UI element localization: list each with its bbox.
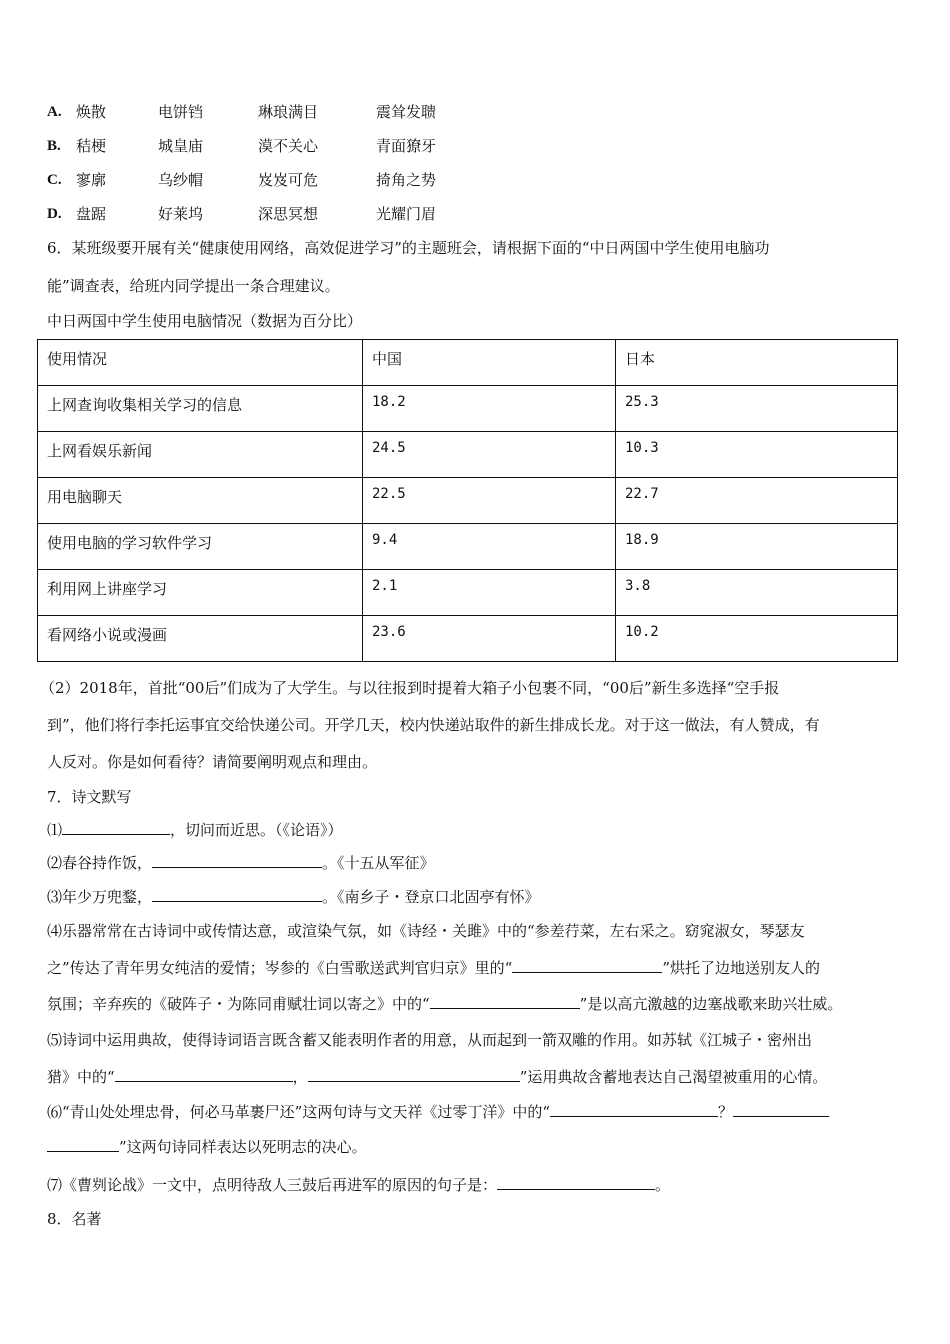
table-cell: 3.8 [616,570,898,616]
item-text: ”是以高亢激越的边塞战歌来助兴壮威。 [579,995,843,1013]
table-cell: 25.3 [616,386,898,432]
option-word: 焕散 [76,103,107,121]
answer-blank[interactable] [47,1137,119,1152]
option-word: 电饼铛 [158,103,204,121]
table-cell: 10.3 [616,432,898,478]
poem-item-5-cont [47,1067,827,1087]
answer-blank[interactable] [733,1102,829,1117]
option-word: 乌纱帽 [158,171,204,189]
answer-blank[interactable] [152,853,322,868]
table-cell: 23.6 [363,616,616,662]
poem-item-4-cont [47,994,842,1014]
item-text: ⑺《曹刿论战》一文中，点明待敌人三鼓后再进军的原因的句子是： [47,1176,498,1194]
table-row [38,524,898,570]
poem-item-5: ⑸诗词中运用典故，使得诗词语言既含蓄又能表明作者的用意，从而起到一箭双雕的作用。如苏轼《江城子・密州出 [47,1031,813,1049]
option-word: 盘踞 [76,205,107,223]
item-text: 猎》中的“ [47,1068,115,1086]
item-text: ⑹“青山处处埋忠骨，何必马革裹尸还”这两句诗与文天祥《过零丁洋》中的“ [47,1103,551,1121]
item-suffix: 。《南乡子・登京口北固亭有怀》 [322,888,540,906]
item-text: ”烘托了边地送别友人的 [662,959,821,977]
item-text: ， [292,1068,308,1086]
question-6-part2: （2）2018年，首批“00后”们成为了大学生。与以往报到时提着大箱子小包裹不同，“00后”新生多选择“空手报 [40,679,780,697]
table-caption: 中日两国中学生使用电脑情况（数据为百分比） [47,312,363,330]
table-cell: 18.2 [363,386,616,432]
table-row [38,570,898,616]
table-cell: 24.5 [363,432,616,478]
poem-item-2 [47,853,435,873]
poem-item-4-cont [47,958,820,978]
question-6-text-cont: 能”调查表，给班内同学提出一条合理建议。 [47,277,340,295]
question-6-text: 6．某班级要开展有关“健康使用网络，高效促进学习”的主题班会，请根据下面的“中日两国中学生使用电脑功 [47,239,770,257]
header-cell: 日本 [616,340,898,386]
option-letter: D. [47,206,62,222]
answer-blank[interactable] [115,1067,293,1082]
poem-item-3 [47,887,540,907]
table-cell: 18.9 [616,524,898,570]
item-text: ”运用典故含蓄地表达自己渴望被重用的心情。 [519,1068,828,1086]
item-suffix: ，切问而近思。（《论语》） [170,821,343,839]
answer-blank[interactable] [550,1102,718,1117]
option-letter: C. [47,172,62,188]
option-word: 寥廓 [76,171,107,189]
option-word: 青面獠牙 [376,137,437,155]
table-row [38,478,898,524]
table-cell: 用电脑聊天 [38,478,363,524]
table-cell: 22.7 [616,478,898,524]
question-6-part2-cont: 到”，他们将行李托运事宜交给快递公司。开学几天，校内快递站取件的新生排成长龙。对于这一做法，有人赞成，有 [47,716,820,734]
table-cell: 2.1 [363,570,616,616]
answer-blank[interactable] [308,1067,520,1082]
item-prefix: ⑵春谷持作饭， [47,854,153,872]
item-text: ”这两句诗同样表达以死明志的决心。 [119,1138,367,1156]
survey-table [37,339,898,662]
poem-item-6-cont [47,1137,367,1157]
poem-item-4: ⑷乐器常常在古诗词中或传情达意，或渲染气氛，如《诗经・关雎》中的“参差荇菜，左右采之。窈窕淑女，琴瑟友 [47,922,805,940]
table-cell: 22.5 [363,478,616,524]
poem-item-1 [47,820,343,840]
poem-item-6 [47,1102,829,1122]
poem-item-7 [47,1175,670,1195]
table-cell: 10.2 [616,616,898,662]
question-6-part2-cont: 人反对。你是如何看待？请简要阐明观点和理由。 [47,753,378,771]
item-prefix: ⑴ [47,821,63,839]
answer-blank[interactable] [512,958,662,973]
option-word: 琳琅满目 [258,103,319,121]
question-8-title: 8．名著 [47,1210,102,1228]
option-word: 漠不关心 [258,137,319,155]
question-7-title: 7．诗文默写 [47,788,132,806]
answer-blank[interactable] [152,887,322,902]
header-cell: 中国 [363,340,616,386]
table-header-row [38,340,898,386]
table-cell: 利用网上讲座学习 [38,570,363,616]
table-row [38,432,898,478]
option-word: 深思冥想 [258,205,319,223]
table-cell: 使用电脑的学习软件学习 [38,524,363,570]
option-word: 岌岌可危 [258,171,319,189]
table-cell: 上网查询收集相关学习的信息 [38,386,363,432]
answer-blank[interactable] [430,994,580,1009]
item-prefix: ⑶年少万兜鍪， [47,888,153,906]
table-cell: 9.4 [363,524,616,570]
option-letter: B. [47,138,61,154]
option-word: 好莱坞 [158,205,204,223]
table-row [38,616,898,662]
table-cell: 上网看娱乐新闻 [38,432,363,478]
answer-blank[interactable] [62,820,170,835]
option-word: 震耸发聩 [376,103,437,121]
table-cell: 看网络小说或漫画 [38,616,363,662]
item-text: 之”传达了青年男女纯洁的爱情；岑参的《白雪歌送武判官归京》里的“ [47,959,513,977]
table-row [38,386,898,432]
item-suffix: 。《十五从军征》 [322,854,435,872]
option-word: 秸梗 [76,137,107,155]
option-word: 掎角之势 [376,171,437,189]
item-text: 氛围；辛弃疾的《破阵子・为陈同甫赋壮词以寄之》中的“ [47,995,430,1013]
item-text: 。 [655,1176,671,1194]
option-word: 城皇庙 [158,137,204,155]
option-word: 光耀门眉 [376,205,437,223]
header-cell: 使用情况 [38,340,363,386]
item-text: ？ [718,1103,734,1121]
option-letter: A. [47,104,62,120]
answer-blank[interactable] [497,1175,655,1190]
